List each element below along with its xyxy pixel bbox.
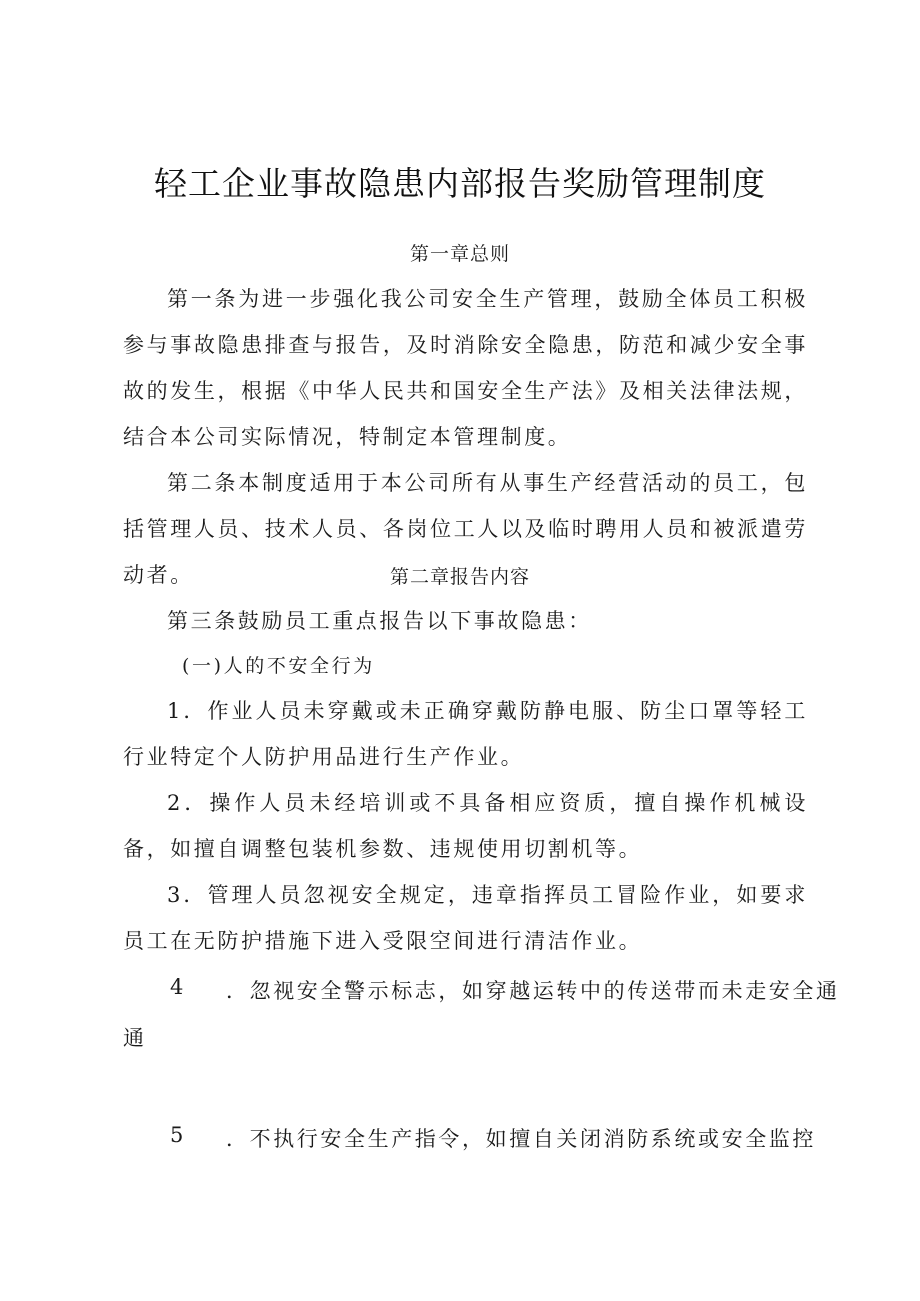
list-item-4-wrap: 通	[123, 1026, 147, 1050]
chapter-heading-2: 第二章报告内容	[389, 566, 530, 588]
chapter-heading-1: 第一章总则	[409, 243, 510, 265]
article-1: 第一条为进一步强化我公司安全生产管理，鼓励全体员工积极参与事故隐患排查与报告，及时消除安全隐患，防范和减少安全事故的发生，根据《中华人民共和国安全生产法》及相关法律法规，结合本公司实际情况，特制定本管理制度。	[123, 287, 808, 449]
article-3: 第三条鼓励员工重点报告以下事故隐患：	[167, 609, 592, 633]
list-item-5-number: 5	[170, 1123, 186, 1147]
list-item-5-text: ．不执行安全生产指令，如擅自关闭消防系统或安全监控	[226, 1127, 816, 1151]
list-item-2: 2．操作人员未经培训或不具备相应资质，擅自操作机械设备，如擅自调整包装机参数、违规使用切割机等。	[123, 791, 808, 861]
article-2: 第二条本制度适用于本公司所有从事生产经营活动的员工，包括管理人员、技术人员、各岗位工人以及临时聘用人员和被派遣劳动者。	[123, 471, 808, 587]
document-title: 轻工企业事故隐患内部报告奖励管理制度	[154, 164, 766, 203]
list-item-3: 3．管理人员忽视安全规定，违章指挥员工冒险作业，如要求员工在无防护措施下进入受限空间进行清洁作业。	[123, 883, 808, 953]
section-1-heading: (一)人的不安全行为	[182, 655, 375, 677]
list-item-4-text: ．忽视安全警示标志，如穿越运转中的传送带而未走安全通	[226, 979, 840, 1003]
list-item-4-number: 4	[170, 975, 186, 999]
list-item-1: 1．作业人员未穿戴或未正确穿戴防静电服、防尘口罩等轻工行业特定个人防护用品进行生产作业。	[123, 699, 808, 769]
